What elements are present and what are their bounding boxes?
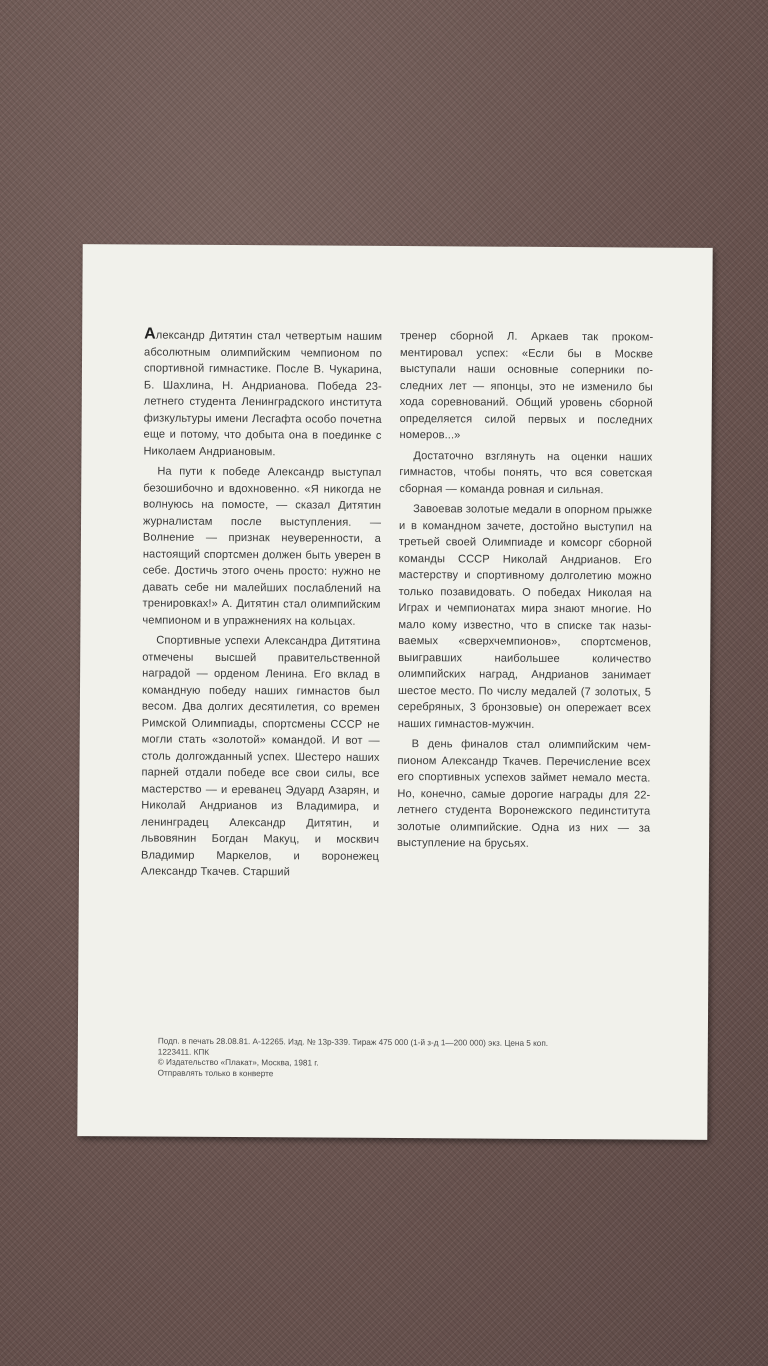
paragraph — [143, 326, 382, 460]
imprint-line: Отправлять только в конверте — [157, 1068, 274, 1078]
paragraph: Завоевав золотые медали в опорном прыжке и в командном зачете, достойно выступил на третьей своей Олимпиаде и комсорг сборной команды СССР Николай Андрианов. Его мастерству и спортивному долголетию можно только позавидовать. О победах Николая на Играх и чемпионатах мира знают многие. Но мало кому известно, что в списке так называемых «сверхчемпионов», спортсменов, выигравших наибольшее количество олимпийских наград, Андрианов занимает шестое место. По числу медалей (7 золотых, 5 серебряных, 3 бронзовые) он опережает всех наших гимнастов-мужчин. — [397, 503, 653, 731]
paragraph: На пути к победе Александр выступал безошибочно и вдохновенно. «Я никогда не волнуюсь на помосте, — сказал Дитятин журналистам после выступления. — Волнение — признак неуверенности, а настоящий спортсмен должен быть уверен в себе. Достичь этого очень просто: нужно не давать себе ни малейших послаблений на тренировках!» А. Дитятин стал олимпийским чемпионом и в упражнениях на кольцах. — [142, 465, 382, 628]
paragraph: Спортивные успехи Александра Дитятина отмечены высшей правительственной наградой — орденом Ленина. Его вклад в командную победу наших гимнастов был весом. Два долгих десятилетия, со времен Римской Олимпиады, спортсмены СССР не могли стать «золотой» командой. И вот — столь долгожданный успех. Шестеро наших парней отдали победе все свои силы, все мастерство — и ереванец Эдуард Азарян, и Николай Андрианов из Владимира, и ленинградец Александр Дитятин, и львовянин Богдан Макуц, и москвич Владимир Маркелов, и воронежец Александр Ткачев. Старший — [140, 634, 381, 879]
imprint-line: 1223411. КПК — [157, 1047, 210, 1057]
imprint-line: Подп. в печать 28.08.81. А-12265. Изд. № 13р-339. Тираж 475 000 (1-й з-д 1—200 000) экз. Цена 5 коп. — [157, 1036, 549, 1048]
paragraph: В день финалов стал олимпийским чемпионом Александр Ткачев. Перечисление всех его спортивных успехов займет немало места. Но, конечно, самые дорогие награды для 22-летнего студента Воронежского пединститута золотые олимпийские. Одна из них — за выступление на брусьях. — [397, 738, 651, 850]
publication-imprint — [158, 1037, 638, 1082]
imprint-line: © Издательство «Плакат», Москва, 1981 г. — [157, 1057, 319, 1068]
paragraph-text: лександр Дитятин стал четвертым нашим абсолютным олимпийским чемпионом по спортивной гимнастике. После В. Чукарина, Б. Шахлина, Н. Андрианова. Победа 23-летнего студента Ленинградского института физкультуры имени Лесгафта особо почетна еще и потому, что добыта она в поединке с Николаем Андриановым. — [143, 329, 383, 458]
text-column-left — [141, 326, 382, 885]
text-column-right — [397, 328, 653, 857]
drop-cap: А — [144, 325, 156, 343]
paragraph: Достаточно взглянуть на оценки наших гимнастов, чтобы понять, что вся советская сборная — команда ровная и сильная. — [399, 449, 653, 496]
paragraph-continuation: тренер сборной Л. Аркаев так прокомментировал успех: «Если бы в Москве выступали наши основные соперники последних лет — японцы, это не изменило бы хода соревнований. Общий уровень сборной определяется силой первых и последних номеров...» — [399, 330, 654, 442]
postcard-back — [77, 244, 712, 1140]
